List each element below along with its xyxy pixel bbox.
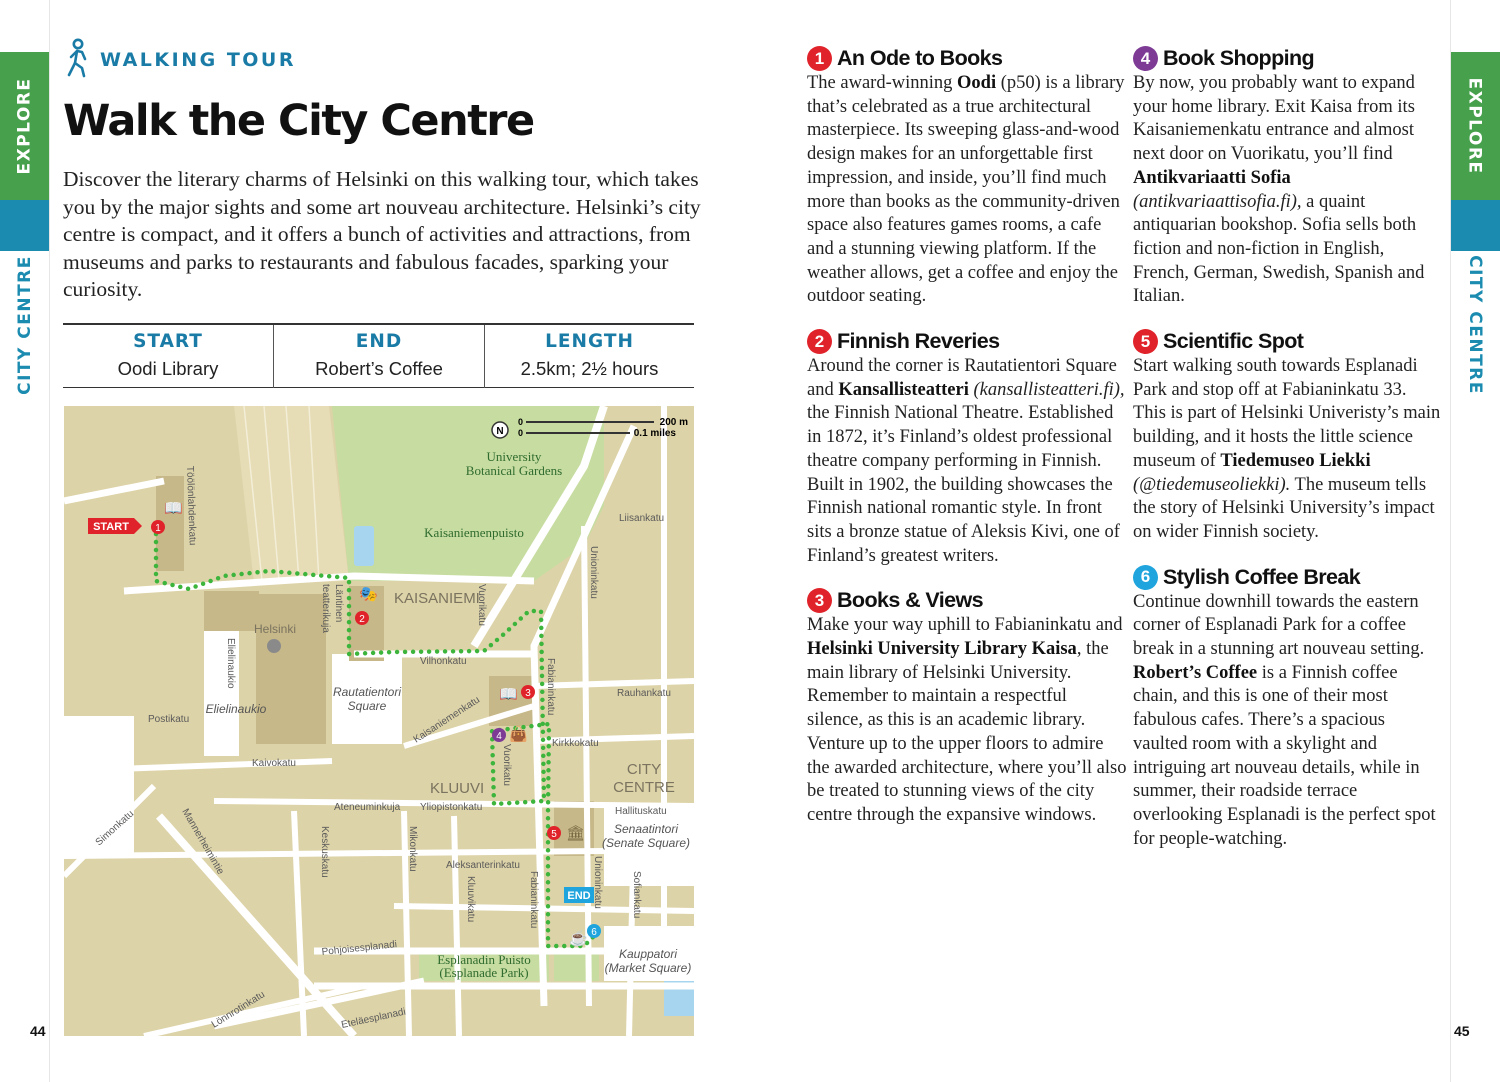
- description-text: Around the corner is Rautatientori Square and: [807, 356, 1117, 400]
- start-header: START: [133, 331, 203, 352]
- svg-text:University: University: [486, 449, 542, 464]
- stop-heading: [1133, 564, 1443, 591]
- svg-text:Eteläesplanadi: Eteläesplanadi: [340, 1006, 407, 1031]
- tour-table-header-row: [63, 324, 694, 355]
- description-text: The award-winning: [807, 73, 958, 93]
- bag-icon: 👜: [509, 726, 528, 743]
- svg-text:Kaivokatu: Kaivokatu: [252, 758, 296, 769]
- svg-text:KAISANIEMI: KAISANIEMI: [394, 590, 480, 607]
- stop-5: [1133, 328, 1443, 545]
- stop-1: [807, 45, 1127, 309]
- svg-text:CENTRE: CENTRE: [613, 779, 675, 796]
- venue-website: (kansallisteatteri.fi),: [973, 379, 1125, 400]
- venue-name: Robert’s Coffee: [1133, 662, 1258, 683]
- svg-text:Kirkkokatu: Kirkkokatu: [552, 738, 599, 749]
- description-text: Start walking south towards Esplanadi Park and stop off at Fabianinkatu 33. This is part of Helsinki Univeristy’s main building, and it hosts the little science museum of: [1133, 356, 1441, 471]
- stop-number-badge: 1: [807, 46, 832, 71]
- stop-6: [1133, 564, 1443, 852]
- venue-name: Oodi: [957, 73, 997, 93]
- stop-4: [1133, 45, 1443, 309]
- svg-text:Mannerheimintie: Mannerheimintie: [179, 807, 226, 877]
- stop-number-badge: 4: [1133, 46, 1158, 71]
- map-marker-4[interactable]: [492, 728, 506, 742]
- svg-text:Helsinki: Helsinki: [254, 622, 297, 636]
- svg-text:(Market Square): (Market Square): [604, 961, 692, 975]
- tour-table-value-row: [63, 355, 694, 388]
- explore-tab-left[interactable]: [0, 52, 50, 200]
- svg-text:Elielinaukio: Elielinaukio: [225, 638, 236, 689]
- end-badge: [564, 887, 594, 903]
- svg-text:Vilhonkatu: Vilhonkatu: [420, 656, 467, 667]
- svg-text:CITY: CITY: [626, 761, 662, 778]
- pond: [354, 526, 374, 566]
- stop-title: Stylish Coffee Break: [1163, 564, 1361, 589]
- svg-text:Läntinen: Läntinen: [333, 584, 344, 623]
- svg-text:Hallituskatu: Hallituskatu: [615, 806, 667, 817]
- stop-title: Finnish Reveries: [837, 329, 1000, 354]
- svg-text:Unioninkatu: Unioninkatu: [592, 856, 603, 909]
- map-marker-3[interactable]: [521, 685, 535, 699]
- svg-text:Keskuskatu: Keskuskatu: [319, 826, 330, 878]
- svg-text:teatterikuja: teatterikuja: [320, 584, 331, 633]
- svg-text:0: 0: [518, 428, 524, 438]
- stops-column-left: [807, 45, 1127, 847]
- map-marker-6[interactable]: [587, 924, 601, 938]
- stop-number-badge: 3: [807, 588, 832, 613]
- stop-heading: [807, 45, 1127, 72]
- svg-text:Esplanadin Puisto: Esplanadin Puisto: [437, 952, 531, 967]
- svg-text:1: 1: [155, 523, 161, 534]
- stop-description: [1133, 72, 1443, 309]
- svg-text:Unioninkatu: Unioninkatu: [588, 546, 599, 599]
- svg-text:2: 2: [359, 614, 365, 625]
- stop-title: Books & Views: [837, 588, 983, 613]
- rail-yard: [234, 406, 349, 584]
- train-station-icon: [267, 639, 281, 653]
- page-number-left: 44: [30, 1023, 46, 1039]
- stop-description: [807, 614, 1127, 827]
- description-text: Continue downhill towards the eastern corner of Esplanadi Park for a coffee break in a stunning art nouveau setting.: [1133, 591, 1425, 660]
- svg-text:200 m: 200 m: [659, 417, 688, 428]
- page-number-right: 45: [1454, 1023, 1470, 1039]
- description-text: a quaint antiquarian bookshop. Sofia sells both fiction and non-fiction in English, French, German, Swedish, Spanish and Italian.: [1133, 191, 1425, 307]
- walking-tour-label: WALKING TOUR: [100, 49, 296, 71]
- svg-text:START: START: [93, 521, 129, 533]
- svg-text:(Senate Square): (Senate Square): [601, 836, 691, 850]
- svg-text:KLUUVI: KLUUVI: [430, 780, 485, 797]
- description-text: Make your way uphill to Fabianinkatu and: [807, 615, 1123, 636]
- stop-heading: [807, 587, 1127, 614]
- stop-description: [1133, 591, 1443, 852]
- area-strip-left: [0, 200, 50, 251]
- venue-name: Kansallisteatteri: [838, 379, 969, 400]
- stop-title: Scientific Spot: [1163, 329, 1304, 354]
- description-text: is a Finnish coffee chain, and this is one of their most fabulous cafes. There’s a spacious vaulted room with a skylight and intriguing art nouveau details, while in summer, their roadside terrace overlooking Esplanadi is the perfect spot for people-watching.: [1133, 662, 1436, 849]
- venue-website: (@tiedemuseoliekki).: [1133, 474, 1291, 495]
- svg-text:Kaisaniemenpuisto: Kaisaniemenpuisto: [424, 525, 524, 540]
- svg-text:Liisankatu: Liisankatu: [619, 513, 665, 524]
- area-tab-label: CITY CENTRE: [15, 255, 35, 395]
- walking-tour-map[interactable]: [64, 406, 694, 1036]
- svg-text:Aleksanterinkatu: Aleksanterinkatu: [446, 860, 520, 871]
- area-strip-right: [1450, 200, 1500, 251]
- svg-text:0.1 miles: 0.1 miles: [633, 428, 676, 439]
- venue-name: Tiedemuseo Liekki: [1220, 450, 1371, 471]
- description-text: By now, you probably want to expand your home library. Exit Kaisa from its Kaisaniemenkatu entrance and almost next door on Vuorikatu, you’ll find: [1133, 73, 1415, 165]
- svg-text:Ateneuminkuja: Ateneuminkuja: [334, 802, 401, 813]
- walking-person-icon: [62, 38, 92, 78]
- venue-website: (antikvariaattisofia.fi),: [1133, 191, 1302, 212]
- svg-text:Kluuvikatu: Kluuvikatu: [465, 876, 476, 923]
- svg-text:Kauppatori: Kauppatori: [618, 947, 678, 961]
- length-header: LENGTH: [485, 324, 695, 355]
- svg-text:Fabianinkatu: Fabianinkatu: [545, 658, 556, 716]
- stop-heading: [1133, 45, 1443, 72]
- svg-text:Yliopistonkatu: Yliopistonkatu: [420, 802, 483, 813]
- venue-name: Antikvariaatti Sofia: [1133, 167, 1291, 188]
- svg-text:Simonkatu: Simonkatu: [93, 808, 137, 849]
- left-margin-rule: [49, 0, 50, 1082]
- svg-text:Rauhankatu: Rauhankatu: [617, 688, 671, 699]
- map-marker-5[interactable]: [547, 826, 561, 840]
- area-tab-left[interactable]: [0, 251, 50, 399]
- intro-paragraph: Discover the literary charms of Helsinki on this walking tour, which takes you by the major sights and some art nouveau architecture. Helsinki’s city centre is compact, and it offers a bunch of activities and attractions, from museums and parks to restaurants and fabulous facades, sparking your curiosity.: [63, 167, 701, 301]
- library-icon: 📖: [499, 686, 518, 703]
- description-text: The museum tells the story of Helsinki University’s impact on wider Finnish society.: [1133, 474, 1435, 542]
- stop-number-badge: 5: [1133, 329, 1158, 354]
- right-margin-rule: [1450, 0, 1451, 1082]
- svg-text:Vuorikatu: Vuorikatu: [501, 744, 512, 786]
- svg-text:Töölönlahdenkatu: Töölönlahdenkatu: [184, 465, 198, 546]
- stop-description: [807, 72, 1127, 309]
- tour-summary-table: [63, 323, 694, 388]
- area-tab-label: CITY CENTRE: [1465, 255, 1485, 395]
- svg-text:Square: Square: [347, 699, 387, 713]
- length-value: 2.5km; 2½ hours: [485, 355, 695, 388]
- description-text: the Finnish National Theatre. Established in 1872, it’s Finland’s oldest professional theatre company performing in Finnish. Built in 1902, the building showcases the Finnish national romantic style. In front sits a bronze statue of Aleksis Kivi, one of Finland’s greatest writers.: [807, 403, 1120, 566]
- svg-text:Lönnrotinkatu: Lönnrotinkatu: [209, 989, 267, 1031]
- svg-text:3: 3: [525, 688, 531, 699]
- stops-column-right: [1133, 45, 1443, 870]
- stop-description: [807, 355, 1127, 568]
- svg-text:6: 6: [591, 927, 597, 938]
- map-marker-1[interactable]: [151, 520, 165, 534]
- map-marker-2[interactable]: [355, 611, 369, 625]
- end-value: Robert’s Coffee: [274, 355, 485, 388]
- svg-text:Pohjoisesplanadi: Pohjoisesplanadi: [321, 939, 398, 958]
- svg-text:(Esplanade Park): (Esplanade Park): [439, 965, 529, 980]
- stop-heading: [807, 328, 1127, 355]
- description-text: (p50) is a library that’s celebrated as a true architectural masterpiece. Its sweeping glass-and-wood design makes for an unforgettable first impression, and inside, you’ll find much more than books as the community-driven space also features games rooms, a cafe and a stunning viewing platform. If the weather allows, get a coffee and enjoy the outdoor seating.: [807, 73, 1125, 307]
- svg-text:N: N: [496, 426, 504, 437]
- stop-number-badge: 2: [807, 329, 832, 354]
- svg-text:4: 4: [496, 731, 502, 742]
- esplanade-park-east: [554, 951, 599, 981]
- end-header: END: [274, 324, 485, 355]
- svg-text:Vuorikatu: Vuorikatu: [476, 584, 487, 626]
- svg-text:Senaatintori: Senaatintori: [613, 822, 679, 836]
- stop-3: [807, 587, 1127, 827]
- svg-text:Botanical Gardens: Botanical Gardens: [465, 463, 563, 478]
- stop-description: [1133, 355, 1443, 545]
- description-text: , the main library of Helsinki University. Remember to maintain a respectful silence, as this is an academic library. Venture up to the upper floors to admire the awarded architecture, where you’ll also be treated to stunning views of the city centre through the expansive windows.: [807, 639, 1127, 825]
- svg-text:Postikatu: Postikatu: [148, 714, 190, 725]
- theatre-icon: 🎭: [359, 586, 378, 603]
- area-tab-right[interactable]: [1450, 251, 1500, 399]
- library-icon: 📖: [164, 500, 183, 517]
- stop-heading: [1133, 328, 1443, 355]
- svg-text:END: END: [567, 890, 591, 902]
- start-value: Oodi Library: [117, 358, 219, 379]
- stop-2: [807, 328, 1127, 568]
- svg-text:Fabianinkatu: Fabianinkatu: [528, 871, 539, 929]
- venue-name: Helsinki University Library Kaisa: [807, 639, 1077, 660]
- svg-text:Elielinaukio: Elielinaukio: [205, 702, 267, 716]
- start-badge: [88, 518, 142, 534]
- museum-icon: 🏛: [566, 825, 586, 842]
- svg-text:Kaisaniemenkatu: Kaisaniemenkatu: [411, 694, 482, 746]
- explore-tab-label: EXPLORE: [15, 77, 35, 175]
- svg-text:Sofiankatu: Sofiankatu: [631, 871, 642, 919]
- stop-title: An Ode to Books: [837, 46, 1003, 70]
- explore-tab-right[interactable]: [1450, 52, 1500, 200]
- stop-title: Book Shopping: [1163, 46, 1315, 70]
- stop-number-badge: 6: [1133, 565, 1158, 590]
- svg-text:Rautatientori: Rautatientori: [332, 685, 402, 699]
- explore-tab-label: EXPLORE: [1465, 77, 1485, 175]
- coffee-icon: ☕: [569, 930, 588, 947]
- svg-text:5: 5: [551, 829, 557, 840]
- page-title: Walk the City Centre: [63, 96, 534, 146]
- svg-text:Mikonkatu: Mikonkatu: [407, 826, 418, 872]
- svg-text:0: 0: [518, 417, 524, 427]
